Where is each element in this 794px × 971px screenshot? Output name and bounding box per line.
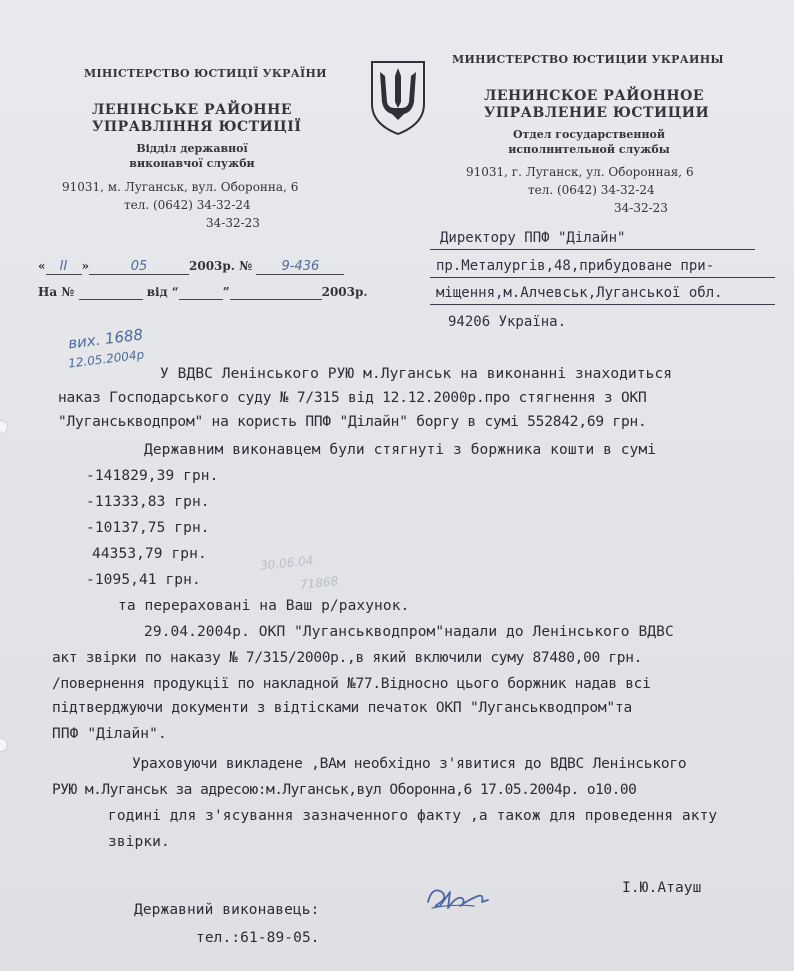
amount-5: -1095,41 грн. (86, 572, 201, 588)
reference-label: На № (38, 285, 75, 299)
ministry-ua: МІНІСТЕРСТВО ЮСТИЦІЇ УКРАЇНИ (84, 67, 327, 80)
office-ru-line2: УПРАВЛЕНИЕ ЮСТИЦИИ (484, 105, 710, 121)
reference-year: 2003р. (321, 285, 368, 299)
faint-stamp-date: 30.06.04 (259, 553, 315, 573)
body-p3-line5: ППФ "Ділайн". (52, 726, 167, 742)
ministry-ru: МИНИСТЕРСТВО ЮСТИЦИИ УКРАИНЫ (452, 53, 724, 66)
phone-ru-2: 34-32-23 (614, 201, 668, 215)
reference-line (38, 285, 368, 300)
registration-date-line (38, 259, 344, 275)
signature-name: І.Ю.Атауш (622, 880, 702, 896)
trident-emblem-icon (368, 58, 428, 136)
body-p1-line1: У ВДВС Ленінського РУЮ м.Луганськ на виконанні знаходиться (160, 366, 673, 382)
body-p1-line3: "Луганськводпром" на користь ППФ "Ділайн" боргу в сумі 552842,69 грн. (58, 414, 647, 430)
body-p1-line2: наказ Господарського суду № 7/315 від 12.12.2000р.про стягнення з ОКП (58, 390, 647, 406)
handwritten-outgoing-number: вих. 1688 (67, 325, 145, 353)
registration-number-label: № (239, 259, 253, 273)
reference-from-mid: ” (222, 285, 230, 299)
registration-year: 2003р. (189, 259, 235, 273)
amount-2: -11333,83 грн. (86, 494, 210, 510)
body-p4-line3: годині для з'ясування зазначенного факту ,а також для проведення акту (108, 808, 718, 824)
body-p3-line4: підтверджуючи документи з відтісками печаток ОКП "Луганськводпром"та (52, 700, 633, 716)
phone-ua-1: тел. (0642) 34-32-24 (124, 198, 251, 212)
body-p3-line2: акт звірки по наказу № 7/315/2000р.,в який включили суму 87480,00 грн. (52, 650, 643, 666)
handwritten-outgoing-date: 12.05.2004р (67, 347, 145, 371)
body-p4-line1: Ураховуючи викладене ,ВАм необхідно з'явитися до ВДВС Ленінського (132, 756, 687, 772)
recipient-line2: пр.Металургів,48,прибудоване при- (436, 258, 715, 274)
punch-hole (0, 738, 8, 752)
phone-ua-2: 34-32-23 (206, 216, 260, 230)
dept-ua-line1: Відділ державної (136, 142, 248, 155)
close-quote: » (81, 259, 89, 273)
dept-ua-line2: виконавчої служби (129, 157, 255, 170)
faint-stamp-number: 71868 (299, 574, 339, 592)
dept-ru-line2: исполнительной службы (508, 143, 670, 156)
amount-3: -10137,75 грн. (86, 520, 210, 536)
recipient-underline (430, 277, 775, 278)
address-ua: 91031, м. Луганськ, вул. Оборонна, 6 (62, 180, 299, 194)
signature-title: Державний виконавець: (134, 902, 320, 918)
amount-1: -141829,39 грн. (86, 468, 219, 484)
office-ru-line1: ЛЕНИНСКОЕ РАЙОННОЕ (484, 88, 705, 104)
office-ua-line2: УПРАВЛІННЯ ЮСТИЦІЇ (92, 119, 302, 135)
punch-hole (0, 420, 8, 434)
recipient-underline (430, 249, 755, 250)
recipient-line3: міщення,м.Алчевськ,Луганської обл. (436, 285, 723, 301)
recipient-line4: 94206 Україна. (448, 314, 567, 330)
body-p2-end: та перераховані на Ваш р/рахунок. (118, 598, 410, 614)
handwritten-signature (422, 878, 494, 914)
body-p4-line2: РУЮ м.Луганськ за адресою:м.Луганськ,вул Оборонна,6 17.05.2004р. о10.00 (52, 782, 637, 798)
body-p3-line1: 29.04.2004р. ОКП "Луганськводпром"надали до Ленінського ВДВС (144, 624, 674, 640)
registration-month: 05 (89, 259, 189, 275)
body-p2-line1: Державним виконавцем були стягнуті з боржника кошти в сумі (144, 442, 657, 458)
body-p3-line3: /повернення продукції по накладной №77.Відносно цього боржник надав всі (52, 676, 651, 692)
recipient-underline (430, 304, 775, 305)
open-quote: « (38, 259, 46, 273)
registration-number: 9-436 (256, 259, 344, 275)
reference-from-label: від “ (146, 285, 179, 299)
phone-ru-1: тел. (0642) 34-32-24 (528, 183, 655, 197)
recipient-line1: Директору ППФ "Ділайн" (440, 230, 626, 246)
amount-4: 44353,79 грн. (92, 546, 207, 562)
body-p4-line4: звірки. (108, 834, 170, 850)
signature-phone: тел.:61-89-05. (196, 930, 320, 946)
registration-day: II (46, 259, 82, 275)
office-ua-line1: ЛЕНІНСЬКЕ РАЙОННЕ (92, 102, 293, 118)
address-ru: 91031, г. Луганск, ул. Оборонная, 6 (466, 165, 694, 179)
dept-ru-line1: Отдел государственной (512, 128, 666, 141)
